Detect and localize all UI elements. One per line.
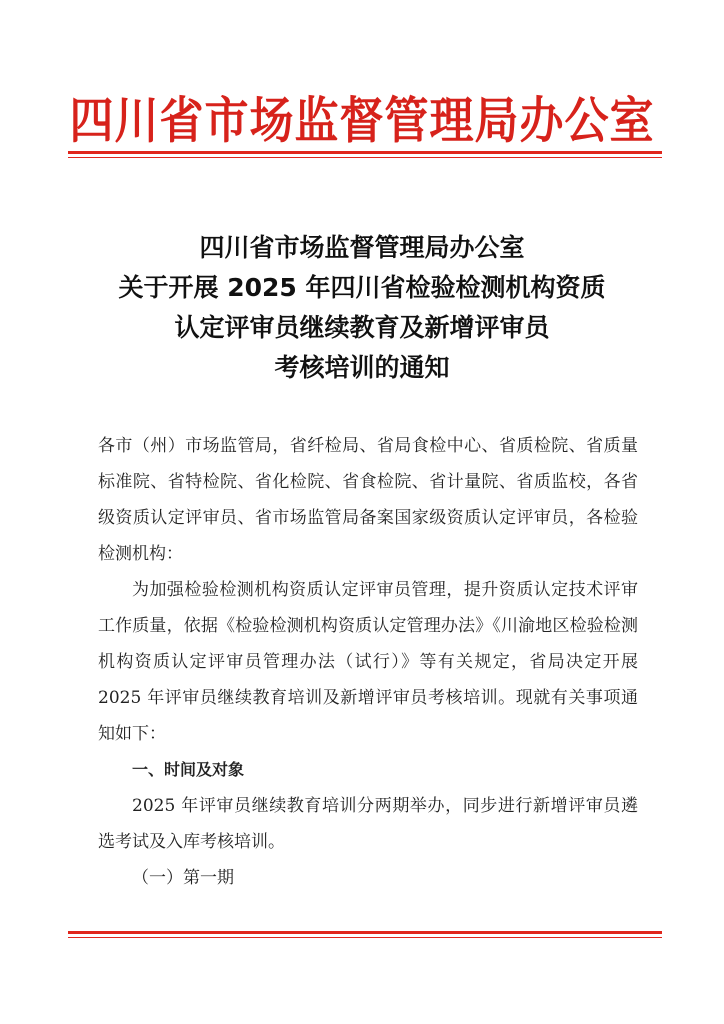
notice-body	[98, 428, 638, 896]
recipients-paragraph: 各市（州）市场监管局，省纤检局、省局食检中心、省质检院、省质量标准院、省特检院、省化检院、省食检院、省计量院、省质监校，各省级资质认定评审员、省市场监管局备案国家级资质认定评审员，各检验检测机构：	[98, 436, 638, 564]
title-line-4: 考核培训的通知	[274, 353, 450, 382]
masthead-title: 四川省市场监督管理局办公室	[69, 92, 655, 150]
masthead-rule-thin	[68, 157, 662, 158]
purpose-paragraph: 为加强检验检测机构资质认定评审员管理，提升资质认定技术评审工作质量，依据《检验检测机构资质认定管理办法》《川渝地区检验检测机构资质认定评审员管理办法（试行）》等有关规定，省局决定开展 2025 年评审员继续教育培训及新增评审员考核培训。现就有关事项通知如下：	[98, 580, 638, 744]
masthead-rule-thick	[68, 151, 662, 154]
subsection-first-session: （一）第一期	[132, 868, 234, 888]
footer-rule-thin	[68, 937, 662, 938]
footer-rule-thick	[68, 931, 662, 934]
section-heading-time-and-target: 一、时间及对象	[132, 760, 245, 779]
title-line-1: 四川省市场监督管理局办公室	[199, 233, 525, 262]
title-line-3: 认定评审员继续教育及新增评审员	[174, 313, 550, 342]
title-line-2: 关于开展 2025 年四川省检验检测机构资质	[118, 273, 606, 302]
schedule-paragraph: 2025 年评审员继续教育培训分两期举办，同步进行新增评审员遴选考试及入库考核培训。	[98, 796, 638, 852]
notice-title	[60, 228, 664, 388]
